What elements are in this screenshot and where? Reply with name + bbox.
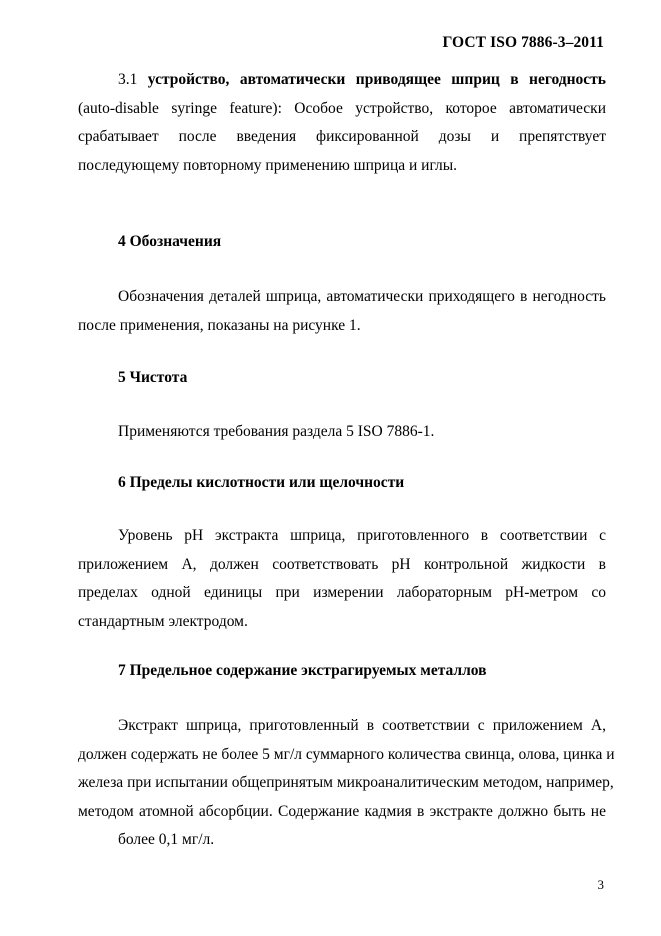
paragraph-line: Применяются требования раздела 5 ISO 7886-1. <box>118 423 435 440</box>
paragraph-line: Обозначения деталей шприца, автоматически приходящего в негодность <box>118 288 606 305</box>
paragraph-line <box>78 66 606 95</box>
paragraph-line: железа при испытании общепринятым микроаналитическим методом, например, <box>78 774 614 791</box>
paragraph-line: приложением А, должен соответствовать pH контрольной жидкости в <box>78 555 606 573</box>
paragraph-line: методом атомной абсорбции. Содержание кадмия в экстракте должно быть не <box>78 802 606 820</box>
paragraph-line: (auto-disable syringe feature): Особое устройство, которое автоматически <box>78 99 606 117</box>
clause-number: 3.1 <box>118 71 138 88</box>
page-number: 3 <box>597 877 604 892</box>
paragraph-line: срабатывает после введения фиксированной дозы и препятствует <box>78 128 606 145</box>
section-5-heading: 5 Чистота <box>118 369 188 386</box>
paragraph-line: Экстракт шприца, приготовленный в соответствии с приложением А, <box>118 717 606 734</box>
section-4-heading: 4 Обозначения <box>118 233 222 250</box>
section-6-heading: 6 Пределы кислотности или щелочности <box>118 474 405 491</box>
paragraph-line: последующему повторному применению шприца и иглы. <box>78 156 458 174</box>
section-7-heading: 7 Предельное содержание экстрагируемых металлов <box>118 662 487 679</box>
term-title: устройство, автоматически приводящее шприц в негодность <box>147 71 606 88</box>
section-4-paragraph <box>78 283 606 340</box>
paragraph-line: стандартным электродом. <box>78 612 248 630</box>
section-5-paragraph <box>78 418 606 447</box>
section-7-paragraph <box>78 712 615 855</box>
document-header: ГОСТ ISO 7886-3–2011 <box>442 34 604 51</box>
paragraph-line: после применения, показаны на рисунке 1. <box>78 316 361 334</box>
paragraph-line: должен содержать не более 5 мг/л суммарного количества свинца, олова, цинка и <box>78 745 615 763</box>
paragraph-line: более 0,1 мг/л. <box>118 831 215 848</box>
section-6-paragraph <box>78 522 606 636</box>
paragraph-line: Уровень pH экстракта шприца, приготовленного в соответствии с <box>118 527 606 544</box>
section-3-1-paragraph <box>78 66 606 180</box>
paragraph-line: пределах одной единицы при измерении лабораторным pH-метром со <box>78 584 606 601</box>
